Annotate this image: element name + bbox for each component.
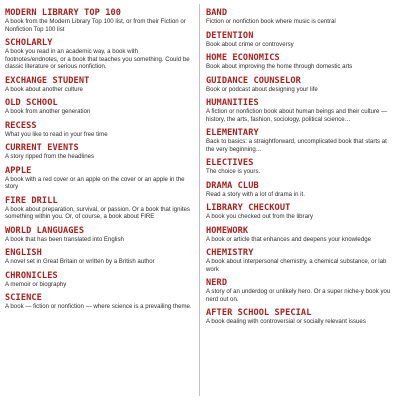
entry-description: Fiction or nonfiction book where music is central xyxy=(206,18,336,25)
entry-description: A memoir or biography xyxy=(5,280,67,288)
entry-exchange-student xyxy=(5,76,193,94)
entry-description: A book you read in an academic way, a book with footnotes/endnotes, or a book that teaches you something. Could be classic literature or serious nonfiction. xyxy=(5,48,190,70)
entry-home-economics xyxy=(206,53,392,71)
entry-band xyxy=(206,8,392,26)
entry-description: A book you checked out from the library xyxy=(206,213,314,220)
entry-description: Book about improving the home through domestic arts xyxy=(206,63,353,70)
right-column xyxy=(206,8,392,331)
entry-description: Read a story with a lot of drama in it. xyxy=(206,190,305,198)
entry-description: A book about preparation, survival, or passion. Or a book that ignites something within you. Or, of course, a book about FIRE xyxy=(5,205,190,220)
entry-description: Book or podcast about designing your life xyxy=(206,85,318,93)
entry-description: The choice is yours. xyxy=(206,168,261,175)
entry-modern-library xyxy=(5,8,193,33)
entry-apple xyxy=(5,166,193,191)
entry-description: A book from another generation xyxy=(5,108,91,115)
entry-description: A book from the Modern Library Top 100 list, or from their Fiction or Nonfiction Top 100 list xyxy=(5,18,186,33)
entry-elementary xyxy=(206,128,392,153)
entry-title: HOMEWORK xyxy=(206,225,249,236)
entry-chronicles xyxy=(5,271,193,289)
entry-title: CURRENT EVENTS xyxy=(5,143,79,153)
entry-title: ELECTIVES xyxy=(206,158,254,168)
entry-scholarly xyxy=(5,38,193,71)
entry-description: A fiction or nonfiction book about human beings and their culture — history, the arts, fashion, sociology, political science… xyxy=(206,108,388,123)
entry-title: AFTER SCHOOL SPECIAL xyxy=(206,308,312,318)
entry-chemistry xyxy=(206,248,392,273)
entry-description: A book with a red cover or an apple on the cover or an apple in the story xyxy=(5,175,185,190)
entry-description: A book or article that enhances and deepens your knowledge xyxy=(206,235,371,243)
entry-title: GUIDANCE COUNSELOR xyxy=(206,75,301,86)
entry-title: ELEMENTARY xyxy=(206,128,259,138)
entry-title: SCHOLARLY xyxy=(5,38,53,48)
entry-title: HUMANITIES xyxy=(206,98,259,108)
entry-title: ENGLISH xyxy=(5,248,42,258)
entry-description: Back to basics: a straightforward, uncomplicated book that starts at the very beginning… xyxy=(206,138,387,153)
column-divider xyxy=(199,4,200,396)
entry-description: A novel set in Great Britain or written by a British author xyxy=(5,258,155,265)
entry-title: APPLE xyxy=(5,165,32,176)
entry-science xyxy=(5,293,193,311)
entry-title: LIBRARY CHECKOUT xyxy=(206,203,291,213)
entry-description: A story ripped from the headlines xyxy=(5,153,95,160)
left-column xyxy=(5,8,193,316)
entry-title: HOME ECONOMICS xyxy=(206,53,280,63)
entry-title: EXCHANGE STUDENT xyxy=(5,75,90,86)
entry-current-events xyxy=(5,143,193,161)
entry-title: RECESS xyxy=(5,120,37,131)
entry-description: A book dealing with controversial or socially relevant issues xyxy=(206,318,366,325)
entry-fire-drill xyxy=(5,196,193,221)
entry-title: BAND xyxy=(206,8,228,18)
entry-nerd xyxy=(206,278,392,303)
entry-title: SCIENCE xyxy=(5,293,42,303)
entry-guidance-counselor xyxy=(206,76,392,94)
entry-world-languages xyxy=(5,226,193,244)
entry-title: WORLD LANGUAGES xyxy=(5,225,85,236)
entry-humanities xyxy=(206,98,392,123)
entry-title: OLD SCHOOL xyxy=(5,98,58,108)
entry-description: A story of an underdog or unlikely hero. Or a super niche-y book you nerd out on. xyxy=(206,288,391,303)
entry-description: A book that has been translated into English xyxy=(5,235,124,243)
entry-detention xyxy=(206,31,392,49)
entry-electives xyxy=(206,158,392,176)
entry-title: NERD xyxy=(206,278,228,288)
entry-description: Book about crime or controversy xyxy=(206,40,294,48)
entry-description: A book about another culture xyxy=(5,85,83,93)
entry-old-school xyxy=(5,98,193,116)
entry-title: MODERN LIBRARY TOP 100 xyxy=(5,8,122,18)
entry-homework xyxy=(206,226,392,244)
entry-title: CHEMISTRY xyxy=(206,248,254,258)
entry-description: What you like to read in your free time xyxy=(5,130,108,138)
entry-drama-club xyxy=(206,181,392,199)
entry-title: DRAMA CLUB xyxy=(206,180,259,191)
entry-description: A book about interpersonal chemistry, a chemical substance, or lab work xyxy=(206,258,387,273)
entry-title: FIRE DRILL xyxy=(5,195,58,206)
entry-title: DETENTION xyxy=(206,30,254,41)
entry-recess xyxy=(5,121,193,139)
entry-description: A book — fiction or nonfiction — where science is a prevailing theme. xyxy=(5,303,192,310)
entry-title: CHRONICLES xyxy=(5,270,58,281)
entry-english xyxy=(5,248,193,266)
entry-library-checkout xyxy=(206,203,392,221)
entry-after-school-special xyxy=(206,308,392,326)
